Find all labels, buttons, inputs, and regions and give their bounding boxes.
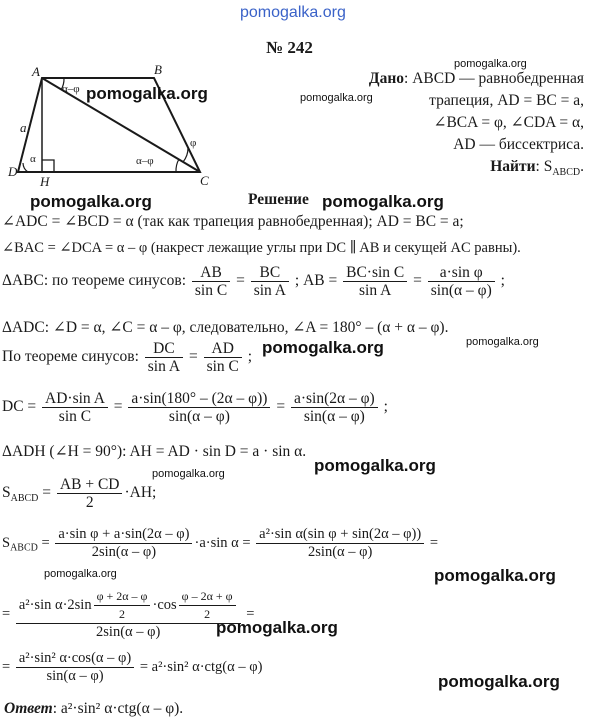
given-line-4: AD — биссектриса. <box>453 136 584 153</box>
vertex-c-label: C <box>200 173 209 188</box>
fraction-bcsinc-sina <box>343 264 407 299</box>
watermark-small-2: pomogalka.org <box>454 58 527 70</box>
trapezoid-figure <box>4 62 210 192</box>
angle-d-label: α <box>30 153 36 165</box>
frac-num: φ + 2α – φ <box>94 588 151 606</box>
fraction-product-formula <box>16 588 241 641</box>
frac-den: sin(α – φ) <box>303 408 365 425</box>
fraction-bc-sina <box>251 264 289 299</box>
solution-line-6 <box>2 390 388 425</box>
frac-den: sin C <box>58 408 92 425</box>
num-part-b: ·cos <box>152 596 177 613</box>
frac-den: sin A <box>253 282 287 299</box>
frac-den: 2 <box>119 607 126 621</box>
fraction-dc-sina <box>145 340 183 375</box>
vertex-a-label: A <box>32 64 40 79</box>
frac-den: sin(α – φ) <box>46 668 104 684</box>
frac-num <box>16 588 241 624</box>
frac-den: sin A <box>147 358 181 375</box>
equals-sign: = <box>188 348 198 366</box>
frac-num: AB <box>192 264 230 282</box>
problem-number: № 242 <box>266 38 313 57</box>
frac-den: sin(α – φ) <box>430 282 492 299</box>
solution-line-5 <box>2 340 252 375</box>
fraction-ab-sinc <box>192 264 230 299</box>
equals-sign: = <box>41 534 50 551</box>
answer-value: : a²·sin² α·ctg(α – φ). <box>52 700 184 717</box>
area-subscript: ABCD <box>10 493 39 505</box>
line-3-end: ; <box>500 272 505 290</box>
area-symbol: S <box>2 534 11 551</box>
solution-line-11 <box>2 650 262 685</box>
given-line-3: ∠BCA = φ, ∠CDA = α, <box>433 114 584 131</box>
frac-den: 2 <box>85 494 94 511</box>
inner-fraction-1 <box>94 588 151 623</box>
angle-d-arc <box>23 163 28 172</box>
find-line <box>369 156 584 184</box>
angle-c-arc-2 <box>183 148 188 162</box>
frac-den: 2sin(α – φ) <box>91 544 157 560</box>
frac-num: a²·sin α(sin φ + sin(2α – φ)) <box>256 526 424 544</box>
frac-num: AD·sin A <box>42 390 108 408</box>
solution-line-4: ΔADC: ∠D = α, ∠C = α – φ, следовательно, ∠A = 180° – (α + α – φ). <box>2 319 449 336</box>
solution-line-9 <box>2 526 438 561</box>
frac-num: a·sin φ <box>428 264 495 282</box>
frac-den: 2sin(α – φ) <box>308 544 373 560</box>
frac-num: a·sin φ + a·sin(2α – φ) <box>55 526 192 544</box>
num-part-a: a²·sin α·2sin <box>18 596 92 613</box>
frac-num: a·sin(2α – φ) <box>291 390 378 408</box>
fraction-a2-sina <box>256 526 424 561</box>
frac-num: AD <box>204 340 242 358</box>
frac-num: φ – 2α + φ <box>179 588 236 606</box>
given-label: Дано <box>368 70 405 87</box>
fraction-a2sin2 <box>16 650 134 685</box>
line-9-mid: ·a·sin α = <box>194 534 251 551</box>
find-rest: : S <box>535 158 553 175</box>
watermark-small-1: pomogalka.org <box>300 92 373 104</box>
solution-line-7: ΔADH (∠H = 90°): AH = AD · sin D = a · sin α. <box>2 443 307 460</box>
equals-sign: = <box>113 398 123 416</box>
solution-line-1: ∠ADC = ∠BCD = α (так как трапеция равнобедренная); AD = BC = a; <box>2 213 464 230</box>
watermark-line-10: pomogalka.org <box>216 618 338 637</box>
answer-line <box>4 700 183 718</box>
equals-sign: = <box>2 605 11 622</box>
frac-num: a·sin(180° – (2α – φ)) <box>128 390 270 408</box>
line-6-end: ; <box>383 398 388 416</box>
equals-sign: = <box>2 658 11 675</box>
answer-label: Ответ <box>4 700 53 717</box>
watermark-line-7: pomogalka.org <box>314 456 436 475</box>
fraction-ad-sinc <box>204 340 242 375</box>
angle-c2-label: φ <box>190 137 197 149</box>
fraction-asin180 <box>128 390 270 425</box>
frac-den: 2sin(α – φ) <box>96 624 161 640</box>
frac-num: BC <box>251 264 289 282</box>
fraction-abcd-2 <box>57 476 123 511</box>
find-label: Найти <box>490 158 536 175</box>
area-subscript: ABCD <box>10 542 38 554</box>
frac-num: a²·sin² α·cos(α – φ) <box>16 650 134 668</box>
equals-sign: = <box>276 398 286 416</box>
find-sub: ABCD <box>552 167 581 179</box>
angle-c1-label: α–φ <box>136 155 154 167</box>
watermark-line-9: pomogalka.org <box>434 566 556 585</box>
line-6-prefix: DC = <box>2 398 37 416</box>
line-10-end: = <box>246 605 255 622</box>
solution-line-8 <box>2 476 156 511</box>
line-9-end: = <box>429 534 439 551</box>
frac-den: sin(α – φ) <box>168 408 230 425</box>
vertex-d-label: D <box>8 164 18 179</box>
line-8-end: ·AH; <box>124 484 157 502</box>
equals-sign: = <box>236 272 245 290</box>
frac-den: sin C <box>206 358 239 375</box>
line-3-prefix: ΔABC: по теореме синусов: <box>2 272 187 290</box>
right-angle-mark <box>42 160 54 172</box>
area-symbol: S <box>2 484 11 502</box>
line-5-prefix: По теореме синусов: <box>2 348 139 366</box>
side-a-label: a <box>20 120 27 135</box>
line-11-end: = a²·sin² α·ctg(α – φ) <box>139 658 263 675</box>
equals-sign: = <box>42 484 52 502</box>
equals-sign: = <box>413 272 422 290</box>
solution-line-2: ∠BAC = ∠DCA = α – φ (накрест лежащие углы при DC ∥ AB и секущей AC равны). <box>2 240 521 256</box>
watermark-solution-right: pomogalka.org <box>322 192 444 211</box>
watermark-solution-left: pomogalka.org <box>30 192 152 211</box>
watermark-small-4: pomogalka.org <box>152 468 225 480</box>
frac-num: BC·sin C <box>343 264 407 282</box>
watermark-line-11: pomogalka.org <box>438 672 560 691</box>
watermark-figure: pomogalka.org <box>86 84 208 103</box>
fraction-asinphi <box>428 264 495 299</box>
frac-den: 2 <box>204 607 211 621</box>
find-end: . <box>580 158 584 175</box>
watermark-small-5: pomogalka.org <box>44 568 117 580</box>
angle-top-label: α–φ <box>62 83 80 95</box>
given-line-2: трапеция, AD = BC = a, <box>429 92 584 109</box>
frac-den: sin A <box>359 282 392 299</box>
fraction-sum-sines <box>55 526 192 561</box>
watermark-line-5: pomogalka.org <box>262 338 384 357</box>
fraction-asin2alpha <box>291 390 378 425</box>
given-line-1-rest: : ABCD — равнобедренная <box>404 70 584 87</box>
frac-den: sin C <box>194 282 228 299</box>
frac-num: DC <box>145 340 183 358</box>
frac-num: AB + CD <box>57 476 123 494</box>
line-5-end: ; <box>247 348 253 366</box>
line-3-mid: ; AB = <box>294 272 338 290</box>
angle-c-arc-1 <box>176 159 179 172</box>
top-watermark: pomogalka.org <box>240 4 346 21</box>
given-line-1 <box>369 68 584 90</box>
watermark-small-3: pomogalka.org <box>466 336 539 348</box>
vertex-h-label: H <box>40 174 50 189</box>
solution-title: Решение <box>248 191 309 208</box>
fraction-adsina-sinc <box>42 390 108 425</box>
given-block <box>369 68 584 184</box>
solution-line-3 <box>2 264 505 299</box>
vertex-b-label: B <box>154 62 162 77</box>
